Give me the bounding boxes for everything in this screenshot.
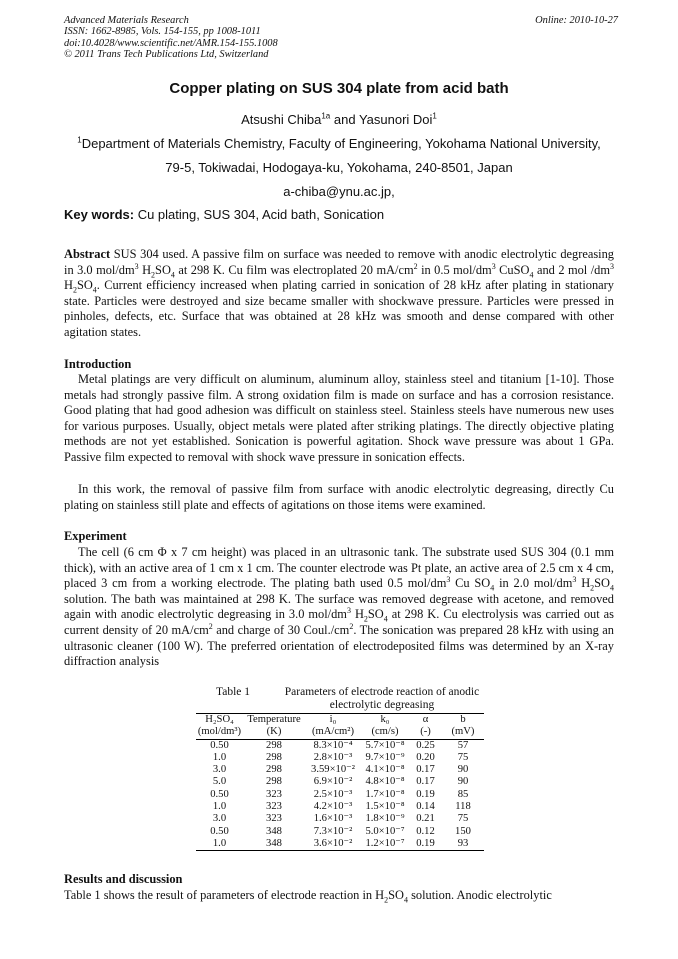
experiment-text: . The sonication was prepared 28 kHz with using an ultrasonic cleaner (100 W). The preferred orientation of electrodeposited films was determined by an X-ray diffraction analysis: [64, 622, 614, 669]
subscript: 2: [384, 895, 389, 905]
experiment-text: H: [576, 576, 591, 591]
table-cell: 3.0: [212, 764, 227, 776]
table-header-row: [196, 714, 484, 727]
experiment-text: solution. The bath was maintained at 298 K. The surface was removed degrease with acetone, and removed again with anodic electrolytic degreasing in 3.0 mol/dm: [64, 591, 614, 622]
column-header: α: [409, 714, 442, 727]
abstract-text: . Current efficiency increased when plating carried in sonication of 28 kHz after plating in stationary state. Particles were destroyed and size became smaller with shockwave pressure. Particles were pressed in pinholes, defects, etc. Surface that was obtained at 28 kHz was smooth and dense compared with other agitation states.: [64, 278, 614, 339]
abstract-label: Abstract: [64, 247, 111, 261]
table-cell: 323: [266, 788, 282, 800]
subscript: 2: [590, 583, 595, 593]
journal-name: Advanced Materials Research: [64, 15, 189, 26]
table-cell: 2.8×10⁻³: [313, 751, 353, 763]
column-header: H₂SO₄: [196, 714, 243, 727]
author-line: [0, 112, 678, 127]
column-unit: (mol/dm³): [197, 726, 242, 738]
table-cell: 0.50: [210, 788, 229, 800]
author-1: Atsushi Chiba: [241, 112, 322, 127]
table-cell: 4.1×10⁻⁸: [365, 764, 405, 776]
table-row: [196, 826, 484, 838]
results-heading: Results and discussion: [64, 872, 183, 886]
copyright-line: © 2011 Trans Tech Publications Ltd, Switzerland: [64, 49, 269, 61]
table-caption-text: Parameters of electrode reaction of anodic electrolytic degreasing: [284, 686, 480, 711]
experiment-paragraph: [64, 545, 614, 670]
journal-header: [64, 15, 618, 61]
author-2: Yasunori Doi: [358, 112, 433, 127]
author-1-affil: 1a: [321, 111, 331, 121]
table-cell: 0.12: [416, 825, 435, 837]
column-header: b: [442, 714, 484, 727]
table-cell: 298: [266, 776, 282, 788]
table-cell: 5.7×10⁻⁸: [365, 739, 405, 751]
experiment-text: SO: [367, 607, 384, 622]
table-cell: 3.6×10⁻²: [305, 838, 361, 851]
keywords-label: Key words:: [64, 207, 135, 222]
superscript: 2: [349, 621, 354, 631]
subscript: 2: [72, 285, 77, 295]
table-cell: 1.5×10⁻⁸: [365, 801, 405, 813]
table-cell: 298: [266, 751, 282, 763]
doi-line: doi:10.4028/www.scientific.net/AMR.154-155.1008: [64, 37, 278, 49]
table-cell: 3.0: [212, 813, 227, 825]
column-unit: (cm/s): [361, 726, 409, 739]
results-text: solution. Anodic electrolytic: [407, 888, 552, 902]
table-cell: 57: [457, 739, 469, 751]
online-date: Online: 2010-10-27: [535, 15, 618, 26]
experiment-text: The cell (6 cm Φ x 7 cm height) was placed in an ultrasonic tank. The substrate used SUS 304 (0.1 mm thick), with an active area of 1 cm x 1 cm. The counter electrode was Pt plate, an active area of 2.5 cm x 4 cm, placed 3 cm from a working electrode. The plating bath used 0.5 mol/dm: [64, 545, 614, 591]
table-cell: 90: [457, 776, 469, 788]
column-unit: (mV): [442, 726, 484, 739]
column-header: k₀: [361, 714, 409, 727]
parameters-table: [196, 713, 484, 851]
abstract-text: at 298 K. Cu film was electroplated 20 mA/cm: [174, 262, 414, 277]
table-cell: 9.7×10⁻⁹: [365, 751, 405, 763]
table-cell: 1.0: [212, 801, 227, 813]
table-cell: 5.0: [212, 776, 227, 788]
table-cell: 3.59×10⁻²: [311, 764, 355, 776]
introduction-paragraph-2: In this work, the removal of passive film from surface with anodic electrolytic degreasing, directly Cu plating on stainless still plate and effects of agitations on those items were examined.: [64, 482, 614, 512]
keywords: [64, 207, 384, 222]
table-cell: 1.0: [212, 751, 227, 763]
abstract-text: in 0.5 mol/dm: [417, 262, 492, 277]
table-cell: 0.20: [416, 751, 435, 763]
table-cell: 0.17: [416, 776, 435, 788]
column-unit: (-): [409, 726, 442, 739]
table-row: [196, 838, 484, 851]
table-row: [196, 739, 484, 752]
abstract-text: H: [64, 278, 73, 293]
table-cell: 2.5×10⁻³: [313, 788, 353, 800]
column-unit: (mA/cm²): [305, 726, 361, 739]
paper-title: Copper plating on SUS 304 plate from acid bath: [169, 80, 509, 97]
issn-line: ISSN: 1662-8985, Vols. 154-155, pp 1008-1011: [64, 26, 261, 38]
subscript: 4: [490, 583, 495, 593]
superscript: 3: [346, 606, 351, 616]
keywords-text: Cu plating, SUS 304, Acid bath, Sonication: [134, 207, 385, 222]
superscript: 3: [610, 261, 614, 271]
author-2-affil: 1: [432, 111, 437, 121]
table-row: [196, 752, 484, 764]
table-cell: 8.3×10⁻⁴: [313, 739, 353, 751]
table-cell: 1.6×10⁻³: [313, 813, 353, 825]
table-cell: 0.19: [409, 838, 442, 851]
subscript: 4: [610, 583, 614, 593]
column-header: i₀: [305, 714, 361, 727]
subscript: 2: [363, 614, 368, 624]
table-caption: [216, 686, 480, 711]
subscript: 2: [151, 270, 156, 280]
subscript: 4: [383, 614, 388, 624]
results-text: Table 1 shows the result of parameters of electrode reaction in H: [64, 888, 385, 902]
abstract-text: SO: [76, 278, 93, 293]
table-units-row: [196, 726, 484, 739]
email[interactable]: a-chiba@ynu.ac.jp,: [283, 184, 395, 199]
experiment-text: at 298 K. Cu electrolysis was carried out as current density of 20 mA/cm: [64, 607, 615, 637]
experiment-text: H: [350, 607, 364, 622]
table-cell: 150: [455, 825, 471, 837]
results-paragraph: [64, 888, 614, 904]
table-cell: 323: [266, 801, 282, 813]
table-cell: 1.2×10⁻⁷: [361, 838, 409, 851]
table-cell: 7.3×10⁻²: [313, 825, 353, 837]
table-cell: 118: [455, 801, 471, 813]
table-cell: 1.8×10⁻⁹: [365, 813, 405, 825]
affiliation-text-1: Department of Materials Chemistry, Faculty of Engineering, Yokohama National University,: [81, 136, 601, 151]
table-cell: 0.19: [416, 788, 435, 800]
abstract-text: SUS 304 used. A passive film on surface was needed to remove with anodic electrolytic degreasing in 3.0 mol/dm: [64, 247, 614, 277]
superscript: 3: [572, 575, 577, 585]
table-cell: 5.0×10⁻⁷: [365, 825, 405, 837]
experiment-text: SO: [594, 576, 610, 591]
abstract-text: and 2 mol /dm: [533, 262, 610, 277]
superscript: 3: [446, 575, 451, 585]
table-cell: 1.7×10⁻⁸: [365, 788, 405, 800]
subscript: 4: [92, 285, 97, 295]
subscript: 4: [529, 270, 534, 280]
table-cell: 0.21: [416, 813, 435, 825]
experiment-text: Cu SO: [450, 576, 491, 591]
experiment-heading: Experiment: [64, 529, 127, 543]
table-cell: 348: [243, 838, 305, 851]
subscript: 4: [403, 895, 408, 905]
table-row: [196, 776, 484, 788]
introduction-heading: Introduction: [64, 357, 132, 371]
experiment-text: and charge of 30 Coul./cm: [212, 622, 350, 637]
table-row: [196, 789, 484, 801]
table-cell: 75: [457, 813, 469, 825]
column-header: Temperature: [243, 714, 305, 727]
table-cell: 0.50: [210, 825, 229, 837]
introduction-paragraph-1: Metal platings are very difficult on aluminum, aluminum alloy, stainless steel and titanium [1-10]. Those metals had strongly passive film. A strong oxidation film is made on surface and has a corrosion resistance. Good plating that had good adhesion was difficult on stainless steel. Stainless steels have numerous new uses for various purposes. Usually, object metals were plated after striking platings. The directly objective plating methods are not yet established. Sonication is powerful agitation. Shock wave pressure was about 1 GPa. Passive film expected to removal with shock wave pressure in sonication effects.: [64, 372, 614, 464]
table-cell: 0.17: [416, 764, 435, 776]
table-cell: 75: [457, 751, 469, 763]
affiliation-marker: 1: [77, 135, 82, 145]
author-conjunction: and: [330, 112, 359, 127]
table-cell: 0.14: [416, 801, 435, 813]
table-cell: 6.9×10⁻²: [313, 776, 353, 788]
abstract-text: SO: [155, 262, 171, 277]
table-cell: 298: [266, 764, 282, 776]
superscript: 2: [413, 261, 418, 271]
results-text: SO: [388, 888, 404, 902]
superscript: 3: [134, 261, 139, 271]
table-cell: 4.2×10⁻³: [313, 801, 353, 813]
table-cell: 85: [457, 788, 469, 800]
table-cell: 348: [266, 825, 282, 837]
abstract: [64, 247, 614, 341]
superscript: 2: [208, 621, 213, 631]
experiment-text: in 2.0 mol/dm: [494, 576, 573, 591]
abstract-text: CuSO: [495, 262, 530, 277]
table-row: [196, 801, 484, 813]
abstract-text: H: [138, 262, 152, 277]
table-cell: 90: [457, 764, 469, 776]
table-cell: 4.8×10⁻⁸: [365, 776, 405, 788]
table-row: [196, 813, 484, 825]
table-label: Table 1: [216, 686, 251, 698]
table-cell: 298: [266, 739, 282, 751]
table-cell: 1.0: [196, 838, 243, 851]
superscript: 3: [491, 261, 496, 271]
table-cell: 93: [442, 838, 484, 851]
table-body: [196, 739, 484, 851]
subscript: 4: [170, 270, 175, 280]
column-unit: (K): [243, 726, 305, 739]
affiliation-line-1: [0, 136, 678, 151]
table-cell: 0.50: [210, 739, 229, 751]
table-cell: 323: [266, 813, 282, 825]
table-row: [196, 764, 484, 776]
affiliation-line-2: 79-5, Tokiwadai, Hodogaya-ku, Yokohama, 240-8501, Japan: [165, 160, 513, 175]
table-cell: 0.25: [416, 739, 435, 751]
